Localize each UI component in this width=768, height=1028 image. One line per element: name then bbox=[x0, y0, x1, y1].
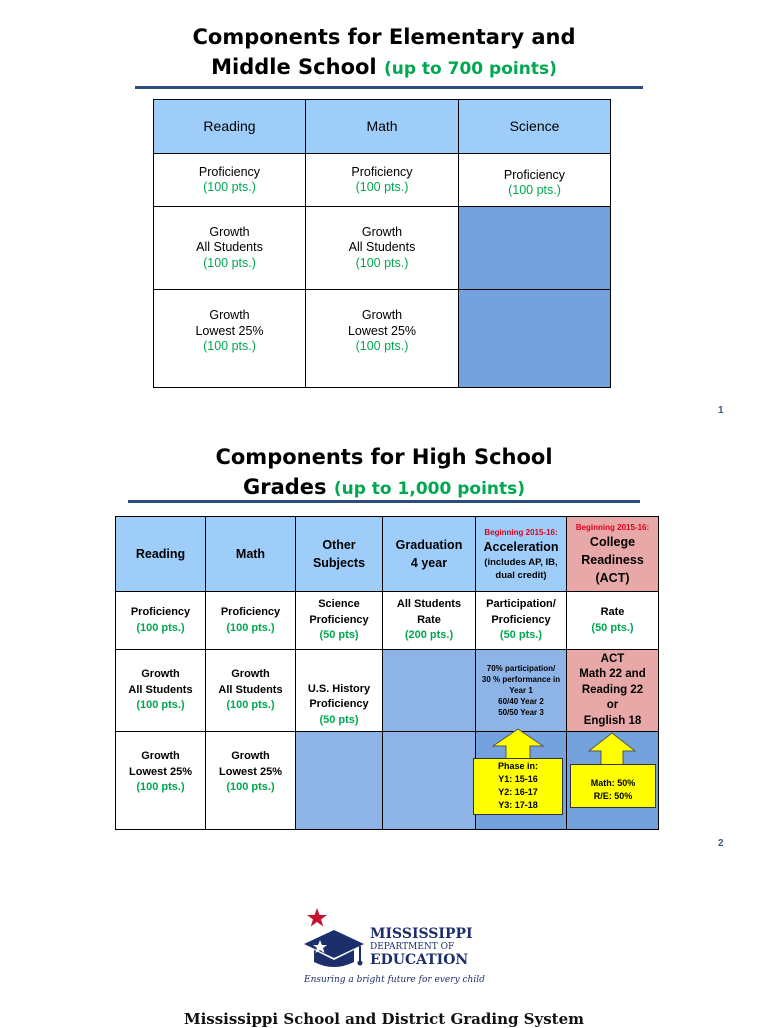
phasing-line: 30 % performance in bbox=[481, 675, 561, 684]
cell-label: Proficiency bbox=[198, 164, 261, 179]
cell-points: (100 pts.) bbox=[226, 699, 275, 712]
cell-points: (100 pts.) bbox=[136, 781, 185, 793]
cell-label: Science bbox=[318, 598, 360, 611]
cell-label: Growth bbox=[231, 750, 270, 762]
phasing-line: Year 1 bbox=[509, 686, 533, 695]
act-line: ACT bbox=[600, 652, 625, 665]
cell-label: Growth bbox=[141, 668, 180, 681]
header-line: 4 year bbox=[410, 556, 448, 570]
cell-label: Proficiency bbox=[309, 698, 369, 710]
phase-line: Y3: 17-18 bbox=[498, 800, 538, 810]
slide1-components-table bbox=[153, 99, 611, 388]
cell-science-proficiency bbox=[459, 154, 611, 207]
table-row bbox=[154, 290, 611, 388]
table-row bbox=[154, 154, 611, 207]
cell-label: Proficiency bbox=[503, 167, 566, 182]
cell-label: Proficiency bbox=[491, 613, 551, 626]
cell-points: (100 pts.) bbox=[203, 180, 256, 194]
cell-other-empty bbox=[296, 732, 383, 830]
footer-title: Mississippi School and District Grading System bbox=[183, 1010, 585, 1028]
cell-math-proficiency bbox=[206, 592, 296, 650]
phase-line: Y1: 15-16 bbox=[498, 774, 538, 784]
slide1-title-line2: Middle School bbox=[211, 55, 377, 79]
cell-points: (100 pts.) bbox=[136, 621, 185, 634]
mde-logo bbox=[300, 906, 485, 992]
cell-reading-growth-all bbox=[154, 207, 306, 290]
header-reading: Reading bbox=[154, 100, 306, 154]
cell-label: Lowest 25% bbox=[347, 323, 417, 338]
logo-line: EDUCATION bbox=[370, 952, 469, 968]
cell-reading-growth-all bbox=[116, 650, 206, 732]
cell-label: Growth bbox=[361, 224, 403, 239]
cell-label: Rate bbox=[417, 613, 441, 626]
cell-reading-growth-lowest bbox=[154, 290, 306, 388]
cell-science-proficiency bbox=[296, 592, 383, 650]
slide1-title bbox=[0, 22, 768, 84]
cell-points: (100 pts.) bbox=[203, 339, 256, 353]
logo-wordmark bbox=[370, 928, 473, 967]
cell-points: (50 pts.) bbox=[591, 621, 634, 634]
table-row bbox=[116, 517, 659, 592]
up-arrow-icon bbox=[492, 728, 544, 760]
table-row bbox=[154, 207, 611, 290]
cell-label: All Students bbox=[128, 683, 193, 696]
header-math: Math bbox=[206, 517, 296, 592]
up-arrow-icon bbox=[588, 732, 636, 766]
cell-points: (50 pts.) bbox=[499, 629, 543, 642]
header-line: Acceleration bbox=[483, 539, 559, 554]
cell-label: Proficiency bbox=[220, 606, 281, 618]
cell-points: (100 pts.) bbox=[226, 781, 275, 793]
logo-tagline: Ensuring a bright future for every child bbox=[304, 975, 485, 985]
cell-reading-growth-lowest bbox=[116, 732, 206, 830]
cell-label: Rate bbox=[600, 606, 625, 618]
cell-college-rate bbox=[567, 592, 659, 650]
act-line: English 18 bbox=[583, 714, 642, 727]
page-number: 1 bbox=[718, 405, 724, 416]
header-line: Graduation bbox=[395, 538, 463, 552]
slide2-title bbox=[0, 442, 768, 504]
header-other-subjects bbox=[296, 517, 383, 592]
header-line: Other bbox=[322, 538, 356, 552]
graduation-cap-star-icon bbox=[300, 906, 370, 974]
phase-in-callout bbox=[473, 758, 563, 815]
header-line: (ACT) bbox=[595, 570, 630, 585]
cell-label: Growth bbox=[231, 668, 270, 681]
slide1-title-rule bbox=[135, 86, 643, 89]
phasing-line: 50/50 Year 3 bbox=[498, 708, 544, 717]
header-acceleration bbox=[476, 517, 567, 592]
page-number: 2 bbox=[718, 838, 724, 849]
logo-line: MISSISSIPPI bbox=[370, 926, 473, 942]
cell-acceleration-participation bbox=[476, 592, 567, 650]
cell-points: (100 pts.) bbox=[508, 183, 561, 197]
slide2-title-line1: Components for High School bbox=[215, 445, 553, 469]
cell-label: U.S. History bbox=[307, 682, 371, 695]
header-math: Math bbox=[306, 100, 459, 154]
header-line: (includes AP, IB, bbox=[484, 556, 558, 568]
cell-graduation-empty bbox=[383, 732, 476, 830]
cell-science-empty bbox=[459, 207, 611, 290]
header-note: Beginning 2015-16: bbox=[575, 522, 650, 532]
slide2-title-line2: Grades bbox=[242, 475, 327, 499]
cell-math-proficiency bbox=[306, 154, 459, 207]
cell-label: All Students bbox=[396, 598, 462, 611]
header-science: Science bbox=[459, 100, 611, 154]
slide1-title-line1: Components for Elementary and bbox=[192, 25, 576, 49]
weight-line: R/E: 50% bbox=[593, 791, 633, 801]
header-line: College bbox=[589, 534, 636, 549]
table-row bbox=[116, 650, 659, 732]
cell-label: Proficiency bbox=[130, 606, 191, 618]
slide1-title-accent: (up to 700 points) bbox=[383, 59, 557, 79]
phase-line: Y2: 16-17 bbox=[498, 787, 538, 797]
cell-points: (100 pts.) bbox=[226, 621, 275, 634]
cell-label: Lowest 25% bbox=[219, 765, 282, 778]
slide2-title-rule bbox=[128, 500, 640, 503]
cell-points: (100 pts.) bbox=[203, 255, 256, 270]
cell-act-benchmarks bbox=[567, 650, 659, 732]
cell-label: Participation/ bbox=[486, 598, 556, 611]
cell-label: Growth bbox=[141, 750, 180, 762]
cell-points: (50 pts) bbox=[319, 629, 359, 642]
header-line: Subjects bbox=[312, 556, 366, 570]
cell-science-empty bbox=[459, 290, 611, 388]
cell-math-growth-lowest bbox=[206, 732, 296, 830]
header-line: Readiness bbox=[581, 552, 644, 567]
cell-reading-proficiency bbox=[154, 154, 306, 207]
cell-math-growth-all bbox=[206, 650, 296, 732]
cell-points: (100 pts.) bbox=[136, 699, 185, 712]
logo-line: DEPARTMENT OF bbox=[370, 942, 455, 952]
weight-line: Math: 50% bbox=[590, 778, 636, 788]
cell-label: Lowest 25% bbox=[195, 323, 264, 338]
phase-line: Phase in: bbox=[497, 761, 538, 771]
cell-points: (100 pts.) bbox=[355, 339, 409, 353]
cell-math-growth-all bbox=[306, 207, 459, 290]
slide2-title-accent: (up to 1,000 points) bbox=[333, 479, 526, 499]
cell-us-history-proficiency bbox=[296, 650, 383, 732]
header-reading: Reading bbox=[116, 517, 206, 592]
header-college-readiness bbox=[567, 517, 659, 592]
phasing-line: 60/40 Year 2 bbox=[498, 697, 544, 706]
cell-label: All Students bbox=[348, 240, 416, 255]
cell-label: Proficiency bbox=[351, 164, 413, 179]
table-row bbox=[116, 592, 659, 650]
header-line: dual credit) bbox=[495, 569, 547, 581]
cell-reading-proficiency bbox=[116, 592, 206, 650]
table-row bbox=[154, 100, 611, 154]
act-line: or bbox=[606, 699, 619, 712]
cell-label: All Students bbox=[218, 683, 283, 696]
cell-math-growth-lowest bbox=[306, 290, 459, 388]
cell-label: Proficiency bbox=[309, 613, 369, 626]
cell-label: Growth bbox=[209, 224, 250, 239]
act-line: Reading 22 bbox=[581, 683, 644, 696]
cell-points: (100 pts.) bbox=[355, 255, 409, 270]
header-note: Beginning 2015-16: bbox=[484, 527, 558, 537]
act-line: Math 22 and bbox=[579, 668, 646, 681]
cell-label: Growth bbox=[209, 308, 250, 322]
cell-graduation-rate bbox=[383, 592, 476, 650]
cell-acceleration-phasing bbox=[476, 650, 567, 732]
cell-points: (100 pts.) bbox=[355, 180, 409, 194]
cell-label: All Students bbox=[196, 240, 263, 255]
header-graduation bbox=[383, 517, 476, 592]
cell-points: (50 pts) bbox=[319, 713, 359, 726]
phasing-line: 70% participation/ bbox=[486, 664, 556, 673]
cell-points: (200 pts.) bbox=[404, 629, 454, 642]
cell-label: Growth bbox=[361, 308, 403, 322]
cell-label: Lowest 25% bbox=[129, 765, 192, 778]
act-weight-callout bbox=[570, 764, 656, 808]
cell-graduation-empty bbox=[383, 650, 476, 732]
